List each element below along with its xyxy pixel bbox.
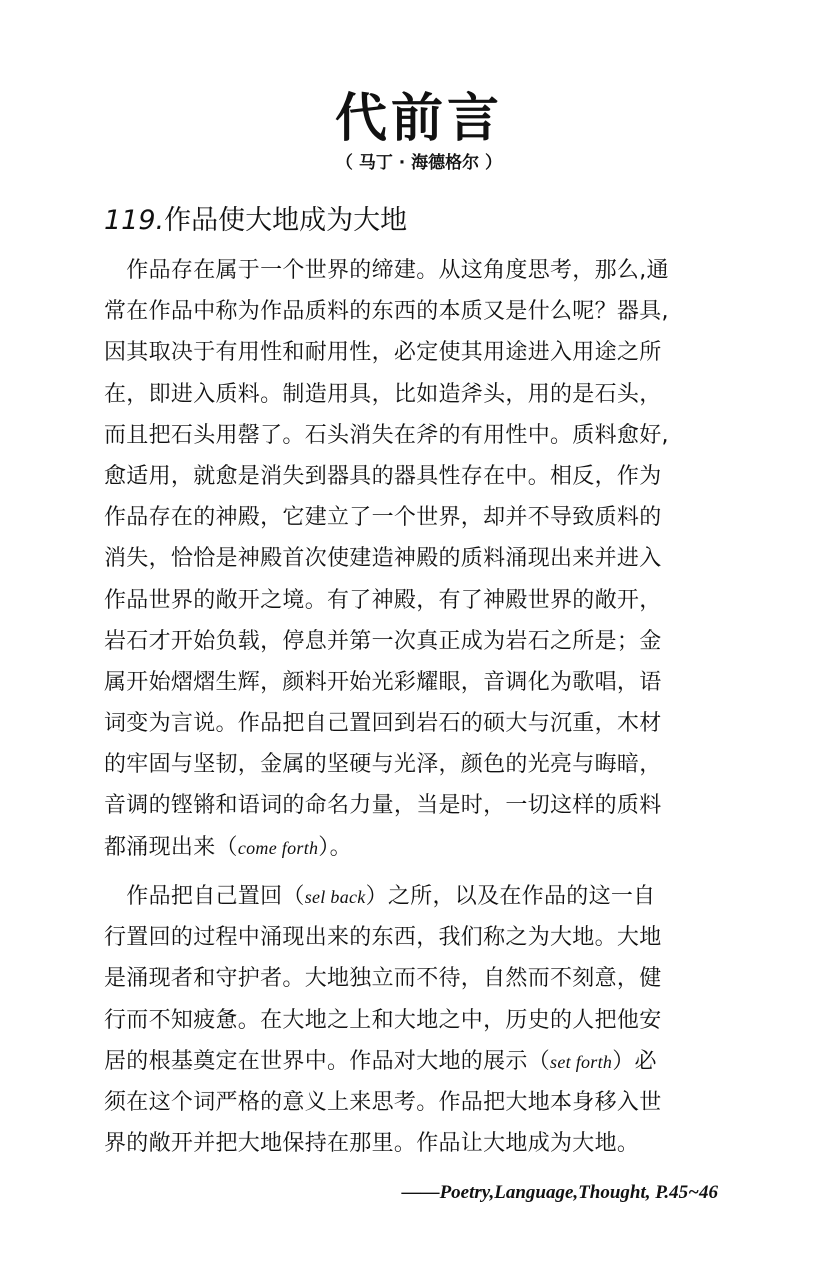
section-number: 119.	[104, 205, 165, 236]
section-heading	[104, 203, 407, 239]
text-fragment: 居的根基奠定在世界中。作品对大地的展示（	[104, 1048, 551, 1074]
section-title: 作品使大地成为大地	[164, 205, 408, 236]
text-line-with-term	[104, 1041, 720, 1082]
text-line: 作品存在属于一个世界的缔建。从这角度思考，那么,通	[104, 258, 669, 283]
text-line: 作品存在的神殿，它建立了一个世界，却并不导致质料的	[104, 505, 662, 531]
latin-term: sel back	[304, 887, 366, 907]
text-line-last	[104, 827, 720, 868]
text-line: 愈适用，就愈是消失到器具的器具性存在中。相反，作为	[104, 463, 662, 489]
text-line: 的牢固与坚韧，金属的坚硬与光泽，颜色的光亮与晦暗，	[104, 752, 662, 778]
text-line: 是涌现者和守护者。大地独立而不待，自然而不刻意，健	[104, 966, 662, 992]
text-fragment: 都涌现出来（	[104, 834, 238, 860]
text-line: 因其取决于有用性和耐用性，必定使其用途进入用途之所	[104, 340, 662, 366]
latin-term: come forth	[237, 837, 319, 858]
text-line: 在，即进入质料。制造用具，比如造斧头，用的是石头，	[104, 381, 662, 407]
paragraph-2	[104, 876, 720, 1164]
text-line: 音调的铿锵和语词的命名力量，当是时，一切这样的质料	[104, 793, 662, 819]
text-fragment: ）之所，以及在作品的这一自	[365, 884, 656, 909]
text-line: 行而不知疲惫。在大地之上和大地之中，历史的人把他安	[104, 1007, 662, 1033]
text-line: 行置回的过程中涌现出来的东西，我们称之为大地。大地	[104, 925, 662, 951]
author-subtitle: （ 马丁 · 海德格尔 ）	[335, 153, 503, 173]
text-fragment: ）。	[318, 834, 352, 860]
source-citation: ——Poetry,Language,Thought, P.45~46	[401, 1182, 718, 1203]
text-line: 消失，恰恰是神殿首次使建造神殿的质料涌现出来并进入	[104, 546, 662, 572]
text-fragment: 作品把自己置回（	[104, 884, 305, 909]
text-line: 须在这个词严格的意义上来思考。作品把大地本身移入世	[104, 1089, 662, 1115]
latin-term: set forth	[550, 1051, 613, 1072]
text-line: 词变为言说。作品把自己置回到岩石的硕大与沉重，木材	[104, 711, 662, 737]
text-line-first	[104, 876, 720, 917]
text-fragment: ）必	[612, 1048, 657, 1074]
text-line: 而且把石头用罄了。石头消失在斧的有用性中。质料愈好,	[104, 422, 669, 448]
text-line: 属开始熠熠生辉，颜料开始光彩耀眼，音调化为歌唱，语	[104, 669, 662, 695]
text-line: 常在作品中称为作品质料的东西的本质又是什么呢？器具,	[104, 299, 669, 325]
text-line: 作品世界的敞开之境。有了神殿，有了神殿世界的敞开，	[104, 587, 662, 613]
page-title: 代前言	[334, 89, 503, 149]
text-line: 岩石才开始负载，停息并第一次真正成为岩石之所是；金	[104, 628, 662, 654]
text-line: 界的敞开并把大地保持在那里。作品让大地成为大地。	[104, 1131, 640, 1157]
paragraph-1	[104, 250, 720, 868]
